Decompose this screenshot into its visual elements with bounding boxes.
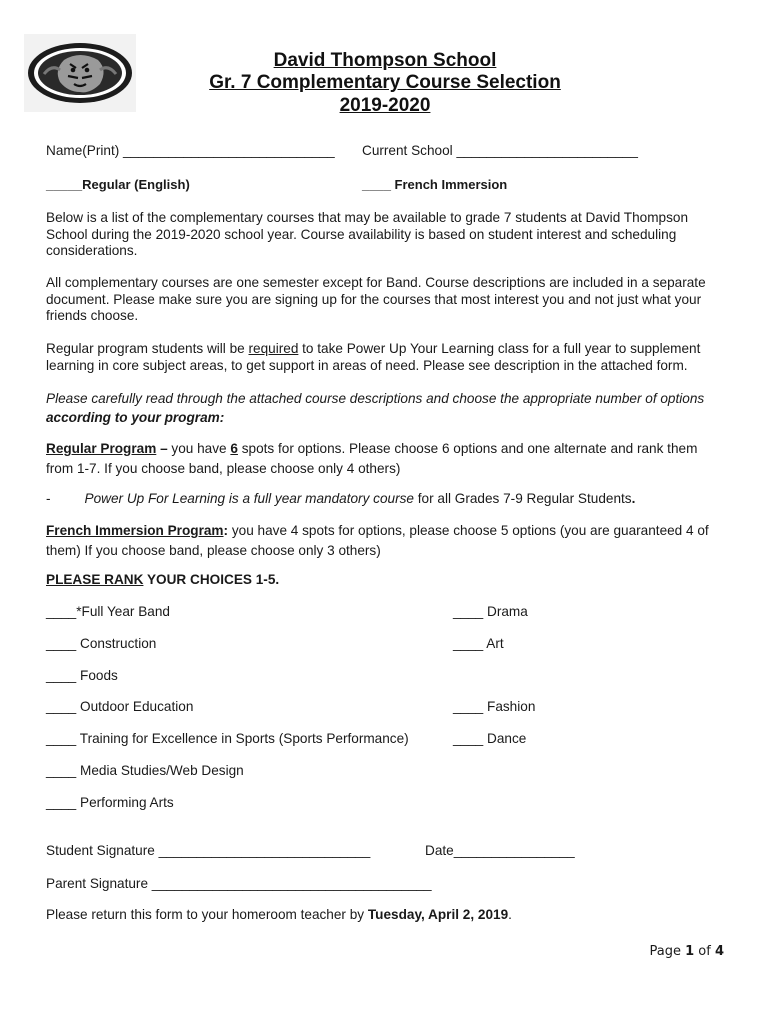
power-up-rest: for all Grades 7-9 Regular Students <box>413 491 632 506</box>
regular-program-text-a: you have <box>171 441 231 456</box>
option-art[interactable]: ____ Art <box>453 636 504 651</box>
intro-paragraph: Below is a list of the complementary courses that may be available to grade 7 students at David Thompson School during the 2019-2020 school year. Course availability is based on student interest and scheduling considerations. <box>46 210 689 258</box>
regular-program-text-b: spots for options. Please choose 6 options and one alternate and rank them from 1-7. If you choose band, please choose only 4 others) <box>46 441 698 476</box>
option-performing-arts[interactable]: ____ Performing Arts <box>46 795 174 810</box>
school-title: David Thompson School <box>273 50 497 71</box>
instructions-paragraph <box>46 389 726 427</box>
date-field[interactable]: Date________________ <box>425 843 575 858</box>
page-of: of <box>694 944 715 959</box>
regular-program-checkbox[interactable]: _____Regular (English) <box>46 177 190 192</box>
option-outdoor-education[interactable]: ____ Outdoor Education <box>46 699 194 714</box>
page-total: 4 <box>714 944 724 959</box>
course-title: Gr. 7 Complementary Course Selection <box>209 72 561 93</box>
french-immersion-checkbox[interactable]: ____ French Immersion <box>362 177 508 192</box>
instructions-emphasis: according to your program: <box>46 410 225 425</box>
required-word: required <box>248 341 299 356</box>
tiger-logo <box>24 34 136 112</box>
parent-signature-field[interactable]: Parent Signature _____________________________________ <box>46 876 432 891</box>
return-end: . <box>508 907 512 922</box>
option-training-excellence-sports[interactable]: ____ Training for Excellence in Sports (Sports Performance) <box>46 731 409 746</box>
regular-program-label: Regular Program <box>46 441 157 456</box>
current-school-field[interactable]: Current School ________________________ <box>362 143 638 158</box>
power-up-period: . <box>631 491 636 506</box>
regular-program-count: 6 <box>230 441 238 456</box>
regular-program-paragraph <box>46 439 726 479</box>
return-deadline: Tuesday, April 2, 2019 <box>367 907 509 922</box>
french-program-paragraph <box>46 521 726 561</box>
french-program-label: French Immersion Program <box>46 523 224 538</box>
semester-paragraph: All complementary courses are one semester except for Band. Course descriptions are included in a separate document. Please make sure you are signing up for the courses that most interest you and not just what your friends choose. <box>46 275 706 323</box>
return-text: Please return this form to your homeroom teacher by <box>46 907 368 922</box>
option-full-year-band[interactable]: ____*Full Year Band <box>46 604 170 619</box>
option-media-studies[interactable]: ____ Media Studies/Web Design <box>46 763 244 778</box>
page-label: Page <box>649 944 686 959</box>
regular-text-a: Regular program students will be <box>46 341 249 356</box>
rank-heading-b: YOUR CHOICES 1-5. <box>143 572 280 587</box>
school-year: 2019-2020 <box>339 95 431 116</box>
page-number <box>650 944 725 959</box>
option-dance[interactable]: ____ Dance <box>453 731 527 746</box>
instructions-text: Please carefully read through the attached course descriptions and choose the appropriate number of options <box>46 391 705 406</box>
option-drama[interactable]: ____ Drama <box>453 604 528 619</box>
page-current: 1 <box>685 944 695 959</box>
regular-required-paragraph <box>46 341 726 374</box>
french-program-colon: : <box>223 523 229 538</box>
name-field[interactable]: Name(Print) ____________________________ <box>46 143 335 158</box>
regular-text-b: to take Power Up Your Learning class for a full year to supplement learning in core subject areas, to get support in areas of need. Please see description in the attached form. <box>46 341 701 373</box>
power-up-italic: Power Up For Learning is a full year mandatory course <box>84 491 414 506</box>
student-signature-field[interactable]: Student Signature ____________________________ <box>46 843 371 858</box>
french-program-text: you have 4 spots for options, please choose 5 options (you are guaranteed 4 of them) If you choose band, please choose only 3 others) <box>46 523 709 558</box>
bullet-dash: - <box>46 491 51 506</box>
option-fashion[interactable]: ____ Fashion <box>453 699 536 714</box>
regular-program-dash: – <box>156 441 172 456</box>
rank-heading <box>46 572 279 587</box>
rank-heading-a: PLEASE RANK <box>46 572 144 587</box>
return-instruction <box>46 907 512 922</box>
option-construction[interactable]: ____ Construction <box>46 636 157 651</box>
power-up-note <box>46 491 635 506</box>
option-foods[interactable]: ____ Foods <box>46 668 118 683</box>
